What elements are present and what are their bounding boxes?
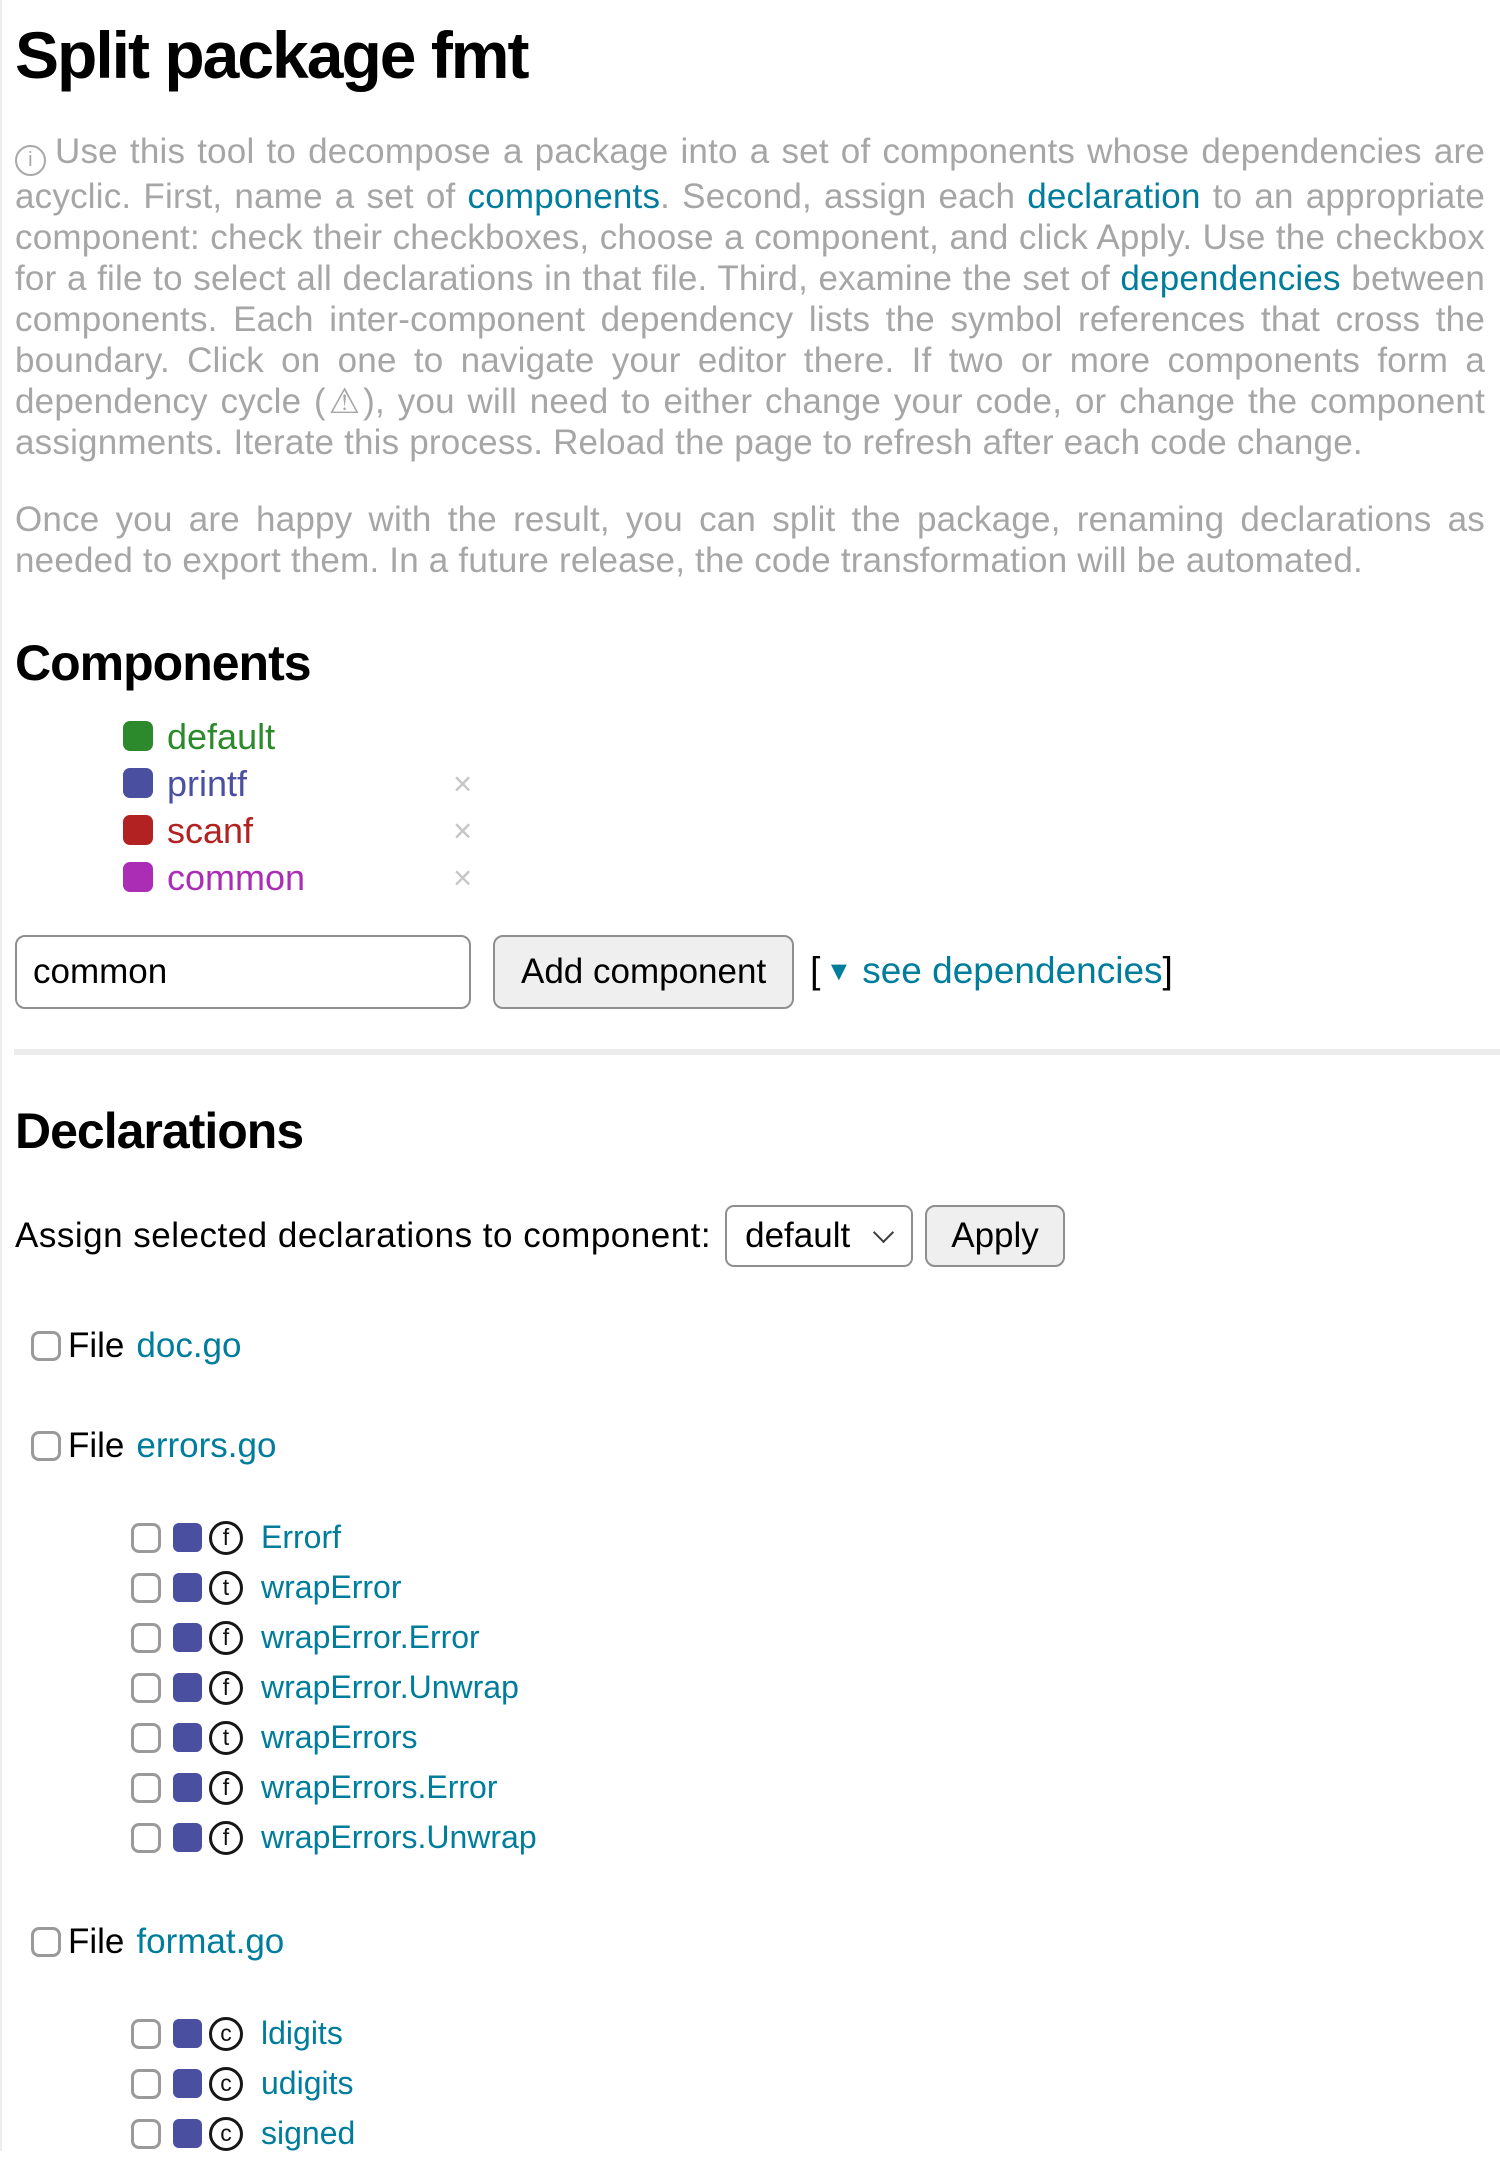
- type-icon: t: [209, 1571, 243, 1605]
- declaration-row: [131, 1513, 1485, 1563]
- declaration-link[interactable]: udigits: [261, 2065, 354, 2102]
- component-name-input[interactable]: [15, 935, 471, 1009]
- component-color-swatch: [173, 1673, 202, 1702]
- component-color-swatch: [123, 768, 153, 798]
- const-icon: c: [209, 2017, 243, 2051]
- info-icon: i: [15, 145, 46, 176]
- component-color-swatch: [173, 1723, 202, 1752]
- intro-text: . Second, assign each: [660, 176, 1028, 216]
- declarations-heading: Declarations: [15, 1102, 304, 1159]
- declaration-row: [131, 1763, 1485, 1813]
- component-list: [15, 713, 1485, 901]
- component-item: [123, 713, 1485, 760]
- add-component-button[interactable]: Add component: [493, 935, 794, 1009]
- component-name: printf: [167, 762, 248, 804]
- triangle-down-icon: ▼: [825, 956, 853, 987]
- delete-component-button[interactable]: ×: [453, 764, 473, 802]
- intro-text: Use this tool to decompose a package into a set of components whose dependencies are acyclic. First, name a set of: [15, 132, 1485, 216]
- file-section: [15, 1921, 1485, 2159]
- declaration-checkbox[interactable]: [131, 1523, 161, 1553]
- declaration-row: [131, 1713, 1485, 1763]
- delete-component-button[interactable]: ×: [453, 811, 473, 849]
- declaration-link[interactable]: ldigits: [261, 2015, 343, 2052]
- intro-paragraph: [15, 131, 1485, 463]
- func-icon: f: [209, 1621, 243, 1655]
- component-name: default: [167, 715, 276, 757]
- file-row: [31, 1325, 1485, 1367]
- file-section: [15, 1425, 1485, 1863]
- component-name: common: [167, 856, 306, 898]
- declaration-row: [131, 1613, 1485, 1663]
- func-icon: f: [209, 1821, 243, 1855]
- declaration-link-inline[interactable]: declaration: [1027, 176, 1201, 216]
- declaration-checkbox[interactable]: [131, 1823, 161, 1853]
- intro-paragraph-2: Once you are happy with the result, you can split the package, renaming declarations as needed to export them. In a future release, the code transformation will be automated.: [15, 499, 1485, 580]
- declaration-link[interactable]: wrapError: [261, 1569, 402, 1606]
- declaration-list: [15, 1513, 1485, 1863]
- declaration-checkbox[interactable]: [131, 2069, 161, 2099]
- declaration-row: [131, 2059, 1485, 2109]
- declaration-row: [131, 1813, 1485, 1863]
- declaration-checkbox[interactable]: [131, 1773, 161, 1803]
- file-label: File: [68, 1921, 125, 1961]
- file-label: File: [68, 1325, 125, 1365]
- component-name: scanf: [167, 809, 254, 851]
- declaration-checkbox[interactable]: [131, 1573, 161, 1603]
- declaration-checkbox[interactable]: [131, 1723, 161, 1753]
- declaration-checkbox[interactable]: [131, 2019, 161, 2049]
- component-color-swatch: [123, 721, 153, 751]
- assign-row: [15, 1205, 1485, 1267]
- file-list: [15, 1325, 1485, 2159]
- declaration-row: [131, 1563, 1485, 1613]
- component-color-swatch: [173, 1823, 202, 1852]
- close-bracket: ]: [1162, 950, 1173, 992]
- declaration-link[interactable]: wrapError.Unwrap: [261, 1669, 519, 1706]
- component-item: [123, 854, 1485, 901]
- declaration-list: [15, 2009, 1485, 2159]
- add-component-row: [15, 935, 1485, 1009]
- component-select-value: default: [745, 1215, 851, 1255]
- component-item: [123, 760, 1485, 807]
- see-dependencies-label: see dependencies: [862, 950, 1163, 992]
- component-item: [123, 807, 1485, 854]
- component-color-swatch: [173, 1773, 202, 1802]
- const-icon: c: [209, 2067, 243, 2101]
- page-title: Split package fmt: [15, 18, 528, 92]
- dependencies-link[interactable]: dependencies: [1120, 258, 1341, 298]
- declaration-link[interactable]: wrapErrors: [261, 1719, 418, 1756]
- chevron-down-icon: [873, 1222, 894, 1243]
- delete-component-button[interactable]: ×: [453, 858, 473, 896]
- type-icon: t: [209, 1721, 243, 1755]
- declaration-row: [131, 2109, 1485, 2159]
- components-link[interactable]: components: [467, 176, 661, 216]
- declaration-checkbox[interactable]: [131, 1623, 161, 1653]
- file-checkbox[interactable]: [31, 1331, 61, 1361]
- component-color-swatch: [173, 1523, 202, 1552]
- component-color-swatch: [173, 2069, 202, 2098]
- file-link[interactable]: format.go: [136, 1921, 285, 1961]
- component-color-swatch: [173, 1573, 202, 1602]
- file-link[interactable]: doc.go: [136, 1325, 242, 1365]
- component-select[interactable]: [725, 1205, 913, 1267]
- const-icon: c: [209, 2117, 243, 2151]
- file-checkbox[interactable]: [31, 1431, 61, 1461]
- declaration-link[interactable]: wrapError.Error: [261, 1619, 480, 1656]
- declaration-checkbox[interactable]: [131, 1673, 161, 1703]
- component-color-swatch: [123, 862, 153, 892]
- declaration-row: [131, 1663, 1485, 1713]
- apply-button[interactable]: Apply: [925, 1205, 1065, 1267]
- intro-text: between components. Each inter-component dependency lists the symbol references that cross the boundary. Click on one to navigate your editor there. If two or more components form a dependency cycle (⚠︎), you will need to either change your code, or change the component assignments. Iterate this process. Reload the page to refresh after each code change.: [15, 258, 1486, 462]
- file-checkbox[interactable]: [31, 1927, 61, 1957]
- func-icon: f: [209, 1771, 243, 1805]
- divider: [14, 1049, 1500, 1055]
- declaration-link[interactable]: signed: [261, 2115, 356, 2152]
- declaration-link[interactable]: Errorf: [261, 1519, 341, 1556]
- file-label: File: [68, 1425, 125, 1465]
- component-color-swatch: [173, 1623, 202, 1652]
- component-color-swatch: [123, 815, 153, 845]
- component-color-swatch: [173, 2019, 202, 2048]
- func-icon: f: [209, 1671, 243, 1705]
- intro-text: to an appropriate component: check their checkboxes, choose a component, and click Apply. Use the checkbox for a file to select all declarations in that file. Third, examine the set of: [15, 176, 1485, 298]
- func-icon: f: [209, 1521, 243, 1555]
- components-heading: Components: [15, 634, 311, 691]
- file-row: [31, 1921, 1485, 1963]
- open-bracket: [: [810, 950, 821, 992]
- see-dependencies-toggle[interactable]: [810, 949, 1173, 993]
- declaration-link[interactable]: wrapErrors.Error: [261, 1769, 498, 1806]
- component-color-swatch: [173, 2119, 202, 2148]
- assign-label: Assign selected declarations to component:: [15, 1215, 712, 1255]
- file-section: [15, 1325, 1485, 1367]
- declaration-link[interactable]: wrapErrors.Unwrap: [261, 1819, 537, 1856]
- declaration-row: [131, 2009, 1485, 2059]
- file-link[interactable]: errors.go: [136, 1425, 277, 1465]
- declaration-checkbox[interactable]: [131, 2119, 161, 2149]
- file-row: [31, 1425, 1485, 1467]
